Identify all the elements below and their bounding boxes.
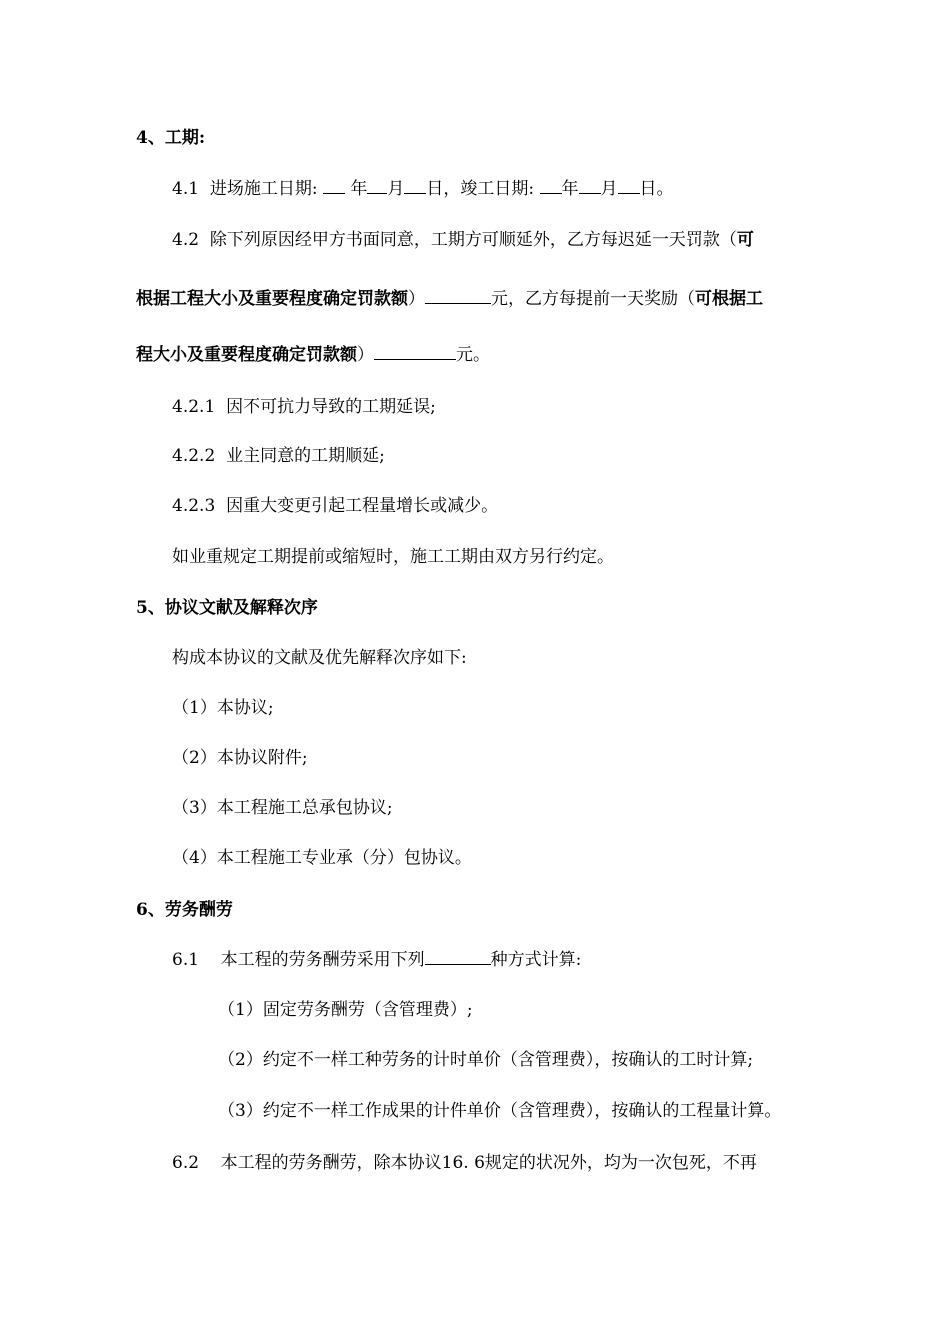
clause-6-2 <box>172 1151 757 1175</box>
month-label: 月 <box>387 179 405 199</box>
end-month-blank <box>579 177 601 194</box>
method-blank <box>425 948 491 965</box>
clause-6-1 <box>172 948 581 972</box>
clause-4-2-line1 <box>172 228 754 252</box>
end-month-label: 月 <box>600 179 618 199</box>
clause-number: 4.2.3 <box>172 496 216 516</box>
clause-number: 4.2.2 <box>172 446 216 466</box>
end-day-blank <box>618 177 640 194</box>
penalty-blank <box>425 287 491 304</box>
list-item: （3）本工程施工总承包协议; <box>172 798 393 818</box>
list-item: （1）本协议; <box>172 698 274 718</box>
option-item: （1）固定劳务酬劳（含管理费）; <box>218 1000 473 1020</box>
list-item: （2）本协议附件; <box>172 748 308 768</box>
clause-4-2-1 <box>172 395 436 419</box>
reward-blank <box>374 343 456 360</box>
clause-text: 业主同意的工期顺延; <box>226 446 385 466</box>
end-year-blank <box>540 177 562 194</box>
paren-close: ） <box>357 345 374 365</box>
option-item: （2）约定不一样工种劳务的计时单价（含管理费），按确认的工时计算; <box>218 1050 754 1070</box>
clause-text: 因重大变更引起工程量增长或减少。 <box>226 496 499 516</box>
clause-number: 4.1 <box>172 179 200 199</box>
list-item: （4）本工程施工专业承（分）包协议。 <box>172 848 472 868</box>
bold-note: 可 <box>736 230 754 250</box>
end-day-label: 日。 <box>639 179 674 199</box>
clause-text: 除下列原因经甲方书面同意，工期方可顺延外，乙方每迟延一天罚款（ <box>209 230 737 250</box>
clause-4-2-2 <box>172 444 385 468</box>
clause-4-2-line2 <box>136 287 763 311</box>
option-item: （3）约定不一样工作成果的计件单价（含管理费），按确认的工程量计算。 <box>218 1101 782 1121</box>
clause-text: 本工程的劳务酬劳，除本协议16. 6规定的状况外，均为一次包死，不再 <box>220 1153 757 1173</box>
clause-4-2-line3 <box>136 343 490 367</box>
day-label: 日，竣工日期: <box>426 179 535 199</box>
section-4-note: 如业重规定工期提前或缩短时，施工工期由双方另行约定。 <box>172 547 614 567</box>
bold-note: 程大小及重要程度确定罚款额 <box>136 345 357 365</box>
clause-number: 6.2 <box>172 1153 200 1173</box>
unit-text: 元。 <box>456 345 490 365</box>
end-year-label: 年 <box>561 179 579 199</box>
clause-number: 6.1 <box>172 950 200 970</box>
year-label: 年 <box>350 179 368 199</box>
clause-text: 进场施工日期: <box>209 179 318 199</box>
section-5-intro: 构成本协议的文献及优先解释次序如下: <box>172 648 467 668</box>
section-6-heading: 6、劳务酬劳 <box>136 900 233 920</box>
bold-note: 根据工程大小及重要程度确定罚款额 <box>136 289 408 309</box>
clause-text: 因不可抗力导致的工期延误; <box>226 397 436 417</box>
clause-text: 种方式计算: <box>490 950 582 970</box>
clause-number: 4.2 <box>172 230 200 250</box>
section-5-heading: 5、协议文献及解释次序 <box>136 598 318 618</box>
clause-text: 本工程的劳务酬劳采用下列 <box>220 950 425 970</box>
month-blank <box>367 177 387 194</box>
bold-note: 可根据工 <box>695 289 763 309</box>
clause-4-1 <box>172 177 674 201</box>
section-4-heading: 4、工期: <box>136 128 206 148</box>
day-blank <box>404 177 426 194</box>
year-blank <box>323 177 345 194</box>
clause-number: 4.2.1 <box>172 397 216 417</box>
paren-close: ） <box>408 289 425 309</box>
clause-4-2-3 <box>172 494 498 518</box>
unit-text: 元，乙方每提前一天奖励（ <box>491 289 695 309</box>
